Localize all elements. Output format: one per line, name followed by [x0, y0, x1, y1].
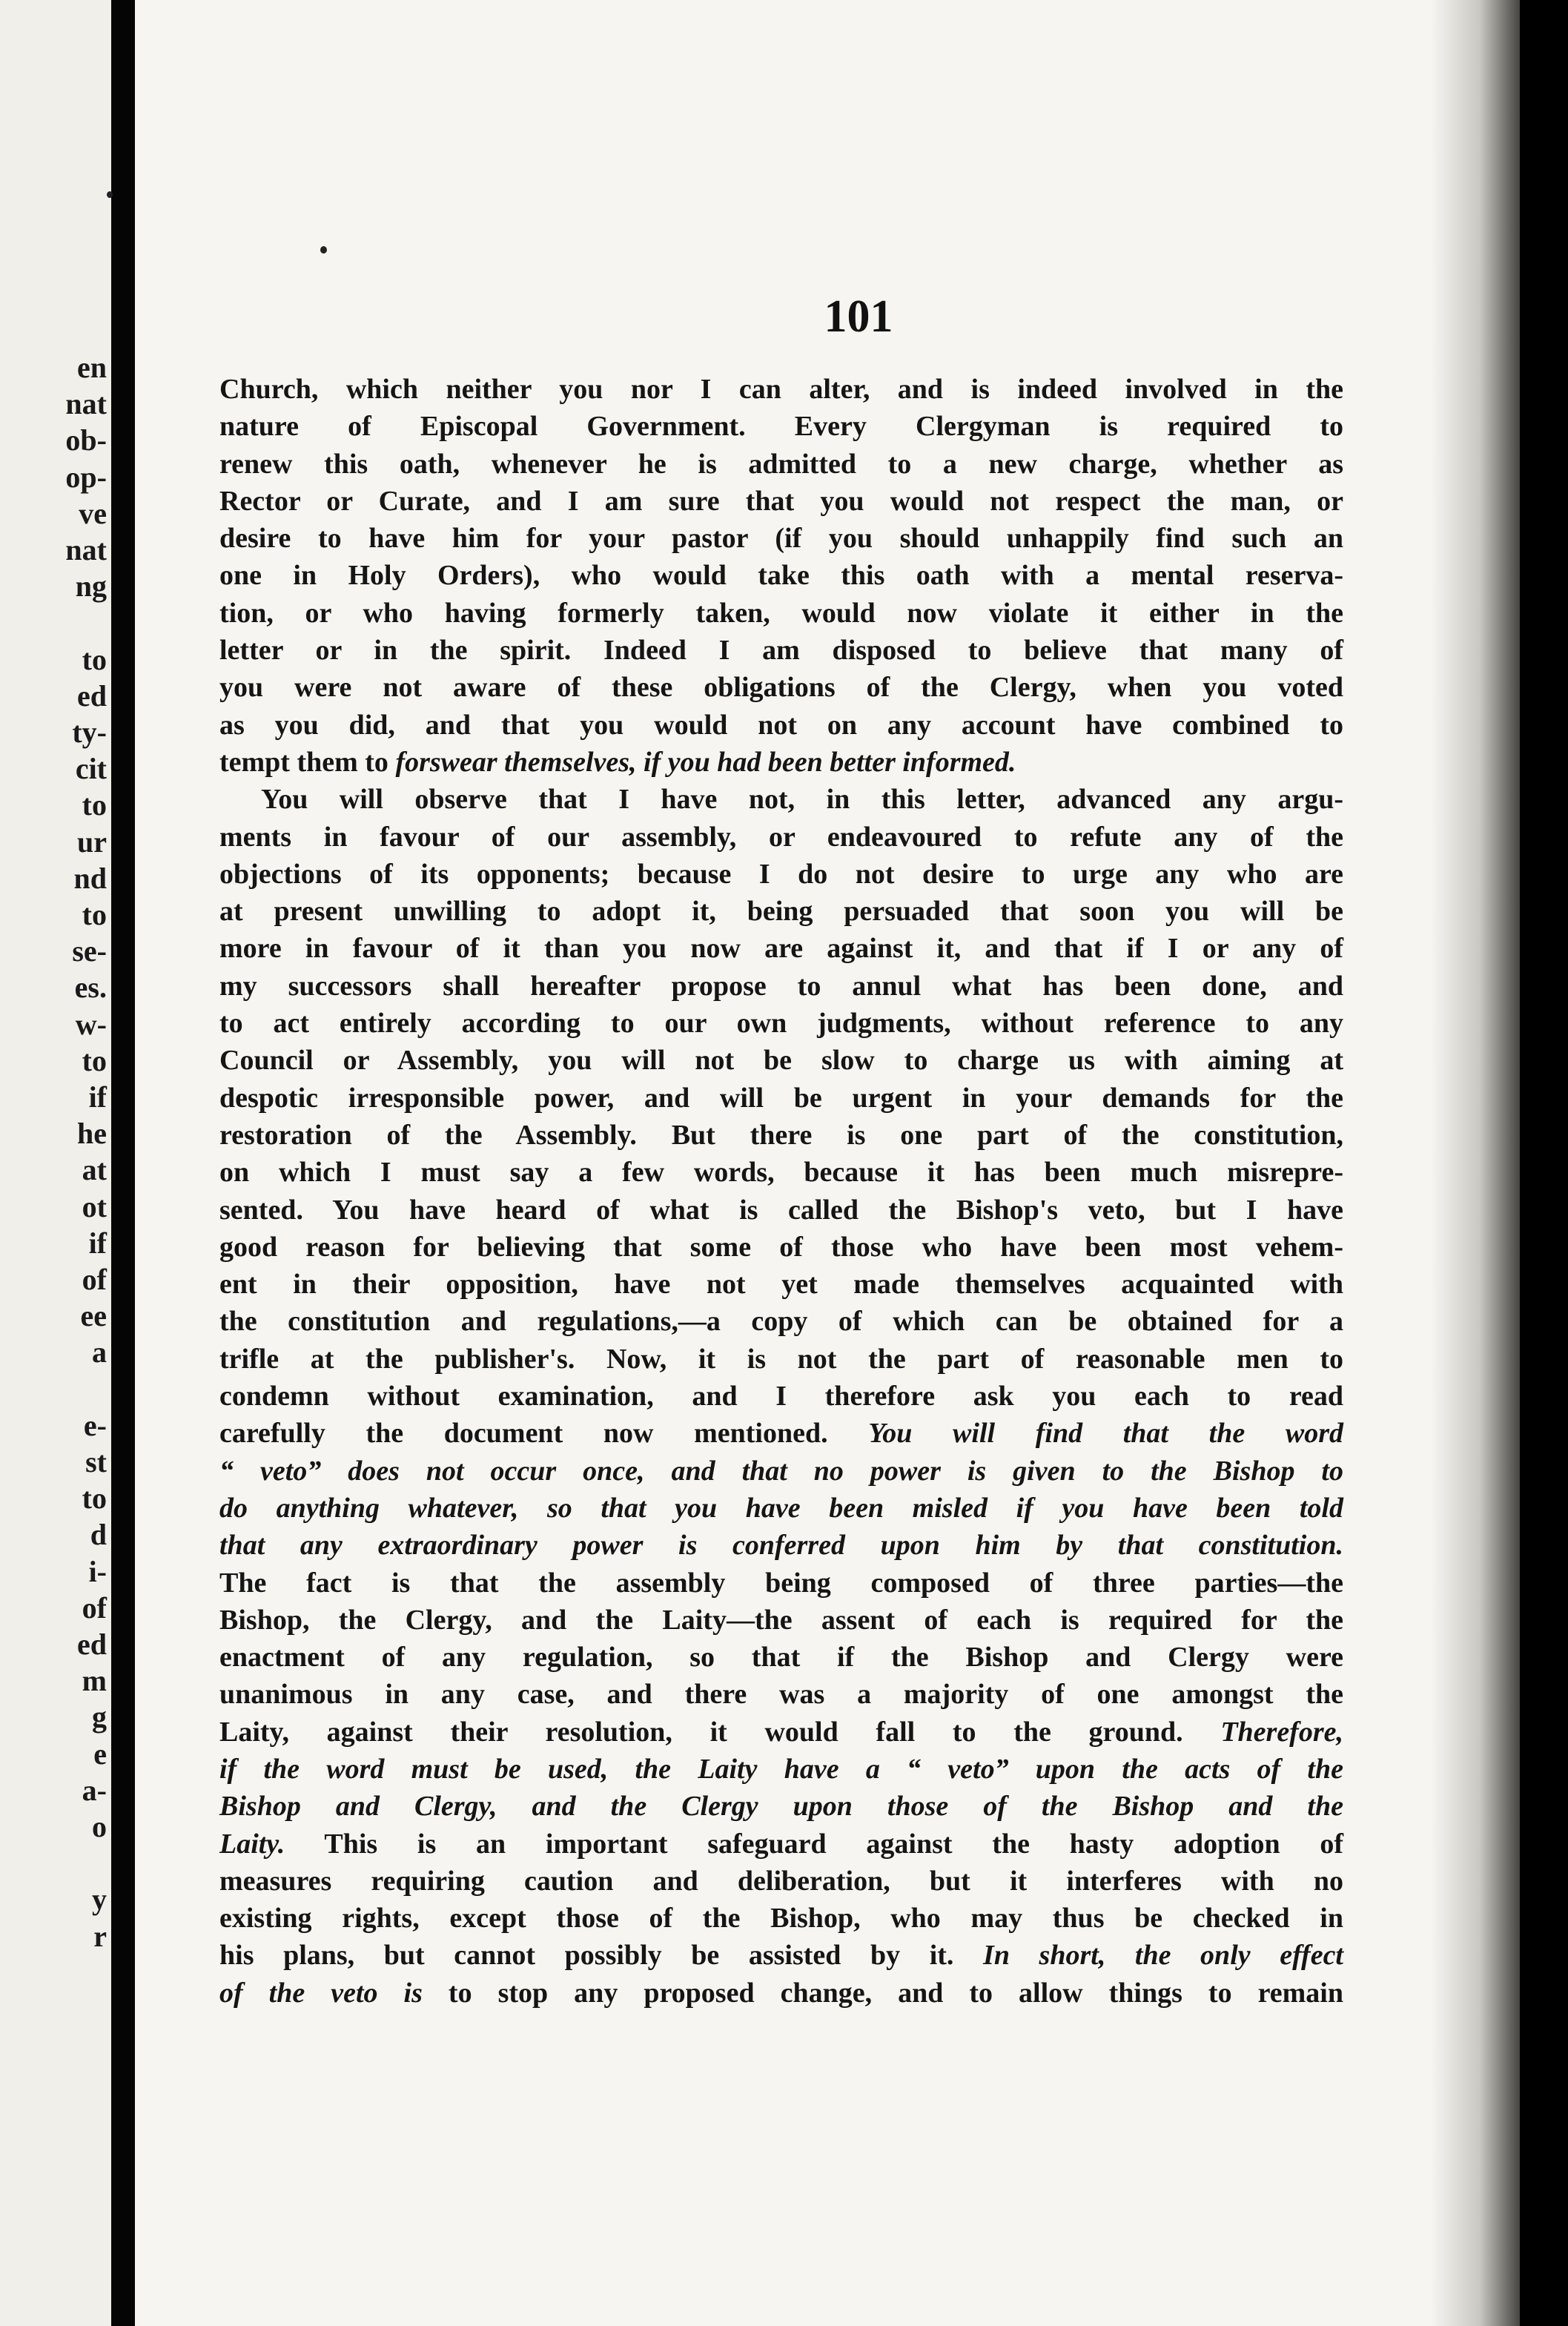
text-run: my successors shall hereafter propose to annul what has been done, and: [219, 970, 1343, 1002]
text-run: to stop any proposed change, and to allow things to remain: [422, 1977, 1343, 2009]
text-line: [219, 1378, 1343, 1415]
facing-page-fragment: o: [92, 1810, 107, 1843]
text-run: to act entirely according to our own judgments, without reference to any: [219, 1008, 1343, 1040]
facing-page-fragment: ur: [77, 825, 107, 859]
text-line: [219, 893, 1343, 930]
text-run: more in favour of it than you now are against it, and that if I or any of: [219, 933, 1343, 965]
italic-run: Bishop and Clergy, and the Clergy upon those of the Bishop and the: [219, 1791, 1343, 1823]
text-run: at present unwilling to adopt it, being persuaded that soon you will be: [219, 896, 1343, 928]
text-run: nature of Episcopal Government. Every Clergyman is required to: [219, 411, 1343, 443]
text-line: [219, 1080, 1343, 1117]
text-line: [219, 1453, 1343, 1490]
text-run: Church, which neither you nor I can alter, and is indeed involved in the: [219, 374, 1343, 405]
facing-page-fragment: en: [77, 351, 107, 384]
facing-page-fragment: of: [82, 1590, 107, 1625]
text-line: [219, 1303, 1343, 1340]
text-run: tion, or who having formerly taken, would now violate it either in the: [219, 597, 1343, 629]
text-line: [219, 744, 1343, 781]
text-run: ent in their opposition, have not yet made themselves acquainted with: [219, 1269, 1343, 1301]
text-run: condemn without examination, and I therefore ask you each to read: [219, 1381, 1343, 1413]
facing-page-fragment: to: [82, 1481, 107, 1516]
text-line: [219, 408, 1343, 445]
italic-run: Laity.: [219, 1828, 285, 1860]
text-run: on which I must say a few words, because it has been much misrepre-: [219, 1157, 1343, 1189]
facing-page-fragment: at: [82, 1153, 107, 1187]
text-run: Council or Assembly, you will not be slow to charge us with aiming at: [219, 1045, 1343, 1077]
text-line: [219, 1415, 1343, 1452]
text-run: tempt them to: [219, 746, 396, 778]
facing-page-fragment: if: [88, 1080, 107, 1114]
text-line: [219, 1117, 1343, 1154]
text-line: [219, 1863, 1343, 1900]
text-line: [219, 1527, 1343, 1564]
italic-run: forswear themselves, if you had been better informed.: [395, 746, 1016, 778]
page-number: 101: [824, 291, 893, 342]
facing-page-fragment: nat: [65, 533, 107, 566]
text-line: [219, 856, 1343, 893]
text-run: Laity, against their resolution, it would fall to the ground.: [219, 1716, 1221, 1748]
facing-page-fragment: m: [82, 1664, 107, 1698]
facing-page-fragment: e: [93, 1737, 107, 1771]
text-line: [219, 1639, 1343, 1676]
facing-page-fragment: ot: [82, 1189, 107, 1223]
text-run: carefully the document now mentioned.: [219, 1418, 869, 1450]
text-run: good reason for believing that some of those who have been most vehem-: [219, 1231, 1343, 1263]
facing-page-fragment: he: [77, 1117, 107, 1151]
text-run: as you did, and that you would not on any account have combined to: [219, 709, 1343, 741]
text-line: [219, 1266, 1343, 1303]
facing-page-fragment: ng: [75, 569, 107, 604]
facing-page-fragment: ed: [77, 678, 107, 713]
text-run: trifle at the publisher's. Now, it is not the part of reasonable men to: [219, 1343, 1343, 1375]
text-line: [219, 819, 1343, 856]
text-line: [219, 1490, 1343, 1527]
text-line: [219, 1676, 1343, 1713]
text-line: [219, 1788, 1343, 1825]
text-line: [219, 446, 1343, 483]
text-run: You will observe that I have not, in this letter, advanced any argu-: [261, 784, 1343, 816]
text-run: renew this oath, whenever he is admitted to a new charge, whether as: [219, 448, 1343, 480]
ink-speck: [320, 246, 327, 254]
text-line: [219, 1154, 1343, 1191]
italic-run: do anything whatever, so that you have been misled if you have been told: [219, 1492, 1343, 1524]
italic-run: You will find that the word: [868, 1418, 1343, 1450]
text-run: his plans, but cannot possibly be assisted by it.: [219, 1940, 984, 1972]
italic-run: In short, the only effect: [983, 1940, 1343, 1972]
ink-speck: [107, 191, 113, 198]
text-run: the constitution and regulations,—a copy of which can be obtained for a: [219, 1306, 1343, 1338]
facing-page-fragment: ob-: [65, 423, 107, 457]
text-line: [219, 520, 1343, 557]
text-run: unanimous in any case, and there was a majority of one amongst the: [219, 1679, 1343, 1711]
text-line: [219, 1602, 1343, 1639]
text-line: [219, 1751, 1343, 1788]
facing-page-fragment: es.: [74, 971, 107, 1005]
italic-run: Therefore,: [1220, 1716, 1343, 1748]
facing-page-fragment: if: [88, 1226, 107, 1260]
facing-page-fragment: r: [93, 1919, 107, 1953]
text-run: desire to have him for your pastor (if you should unhappily find such an: [219, 523, 1343, 555]
facing-page-fragment: w-: [75, 1007, 107, 1041]
text-line: [219, 1192, 1343, 1229]
text-run: enactment of any regulation, so that if the Bishop and Clergy were: [219, 1642, 1343, 1674]
facing-page-fragment: ty-: [72, 716, 107, 749]
facing-page-fragment: st: [85, 1445, 107, 1478]
text-line: [219, 1565, 1343, 1602]
facing-page-fragment: nd: [73, 861, 107, 895]
italic-run: if the word must be used, the Laity have a “ veto” upon the acts of the: [219, 1753, 1343, 1785]
text-run: you were not aware of these obligations of the Clergy, when you voted: [219, 672, 1343, 704]
text-line: [219, 781, 1343, 818]
text-line: [219, 632, 1343, 669]
text-line: [219, 1714, 1343, 1751]
text-line: [219, 1341, 1343, 1378]
text-run: Bishop, the Clergy, and the Laity—the assent of each is required for the: [219, 1604, 1343, 1636]
facing-page-fragment: e-: [83, 1408, 107, 1442]
text-line: [219, 557, 1343, 594]
text-run: sented. You have heard of what is called the Bishop's veto, but I have: [219, 1194, 1343, 1226]
text-run: The fact is that the assembly being composed of three parties—the: [219, 1567, 1343, 1599]
text-run: restoration of the Assembly. But there is one part of the constitution,: [219, 1119, 1343, 1151]
facing-page-edge: [0, 0, 111, 2326]
facing-page-fragment: op-: [65, 460, 107, 494]
text-line: [219, 1975, 1343, 2012]
text-run: measures requiring caution and deliberation, but it interferes with no: [219, 1865, 1343, 1897]
facing-page-fragment: to: [82, 642, 107, 676]
facing-page-fragment: nat: [65, 387, 107, 421]
facing-page-fragment: ee: [80, 1299, 107, 1333]
text-line: [219, 707, 1343, 744]
italic-run: “ veto” does not occur once, and that no power is given to the Bishop to: [219, 1455, 1343, 1487]
book-page: [135, 0, 1520, 2326]
italic-run: of the veto is: [219, 1977, 423, 2009]
facing-page-fragment: to: [82, 898, 107, 931]
facing-page-fragment: a-: [82, 1773, 107, 1807]
text-line: [219, 595, 1343, 632]
facing-page-fragment: to: [82, 1043, 107, 1077]
text-run: This is an important safeguard against the hasty adoption of: [285, 1828, 1343, 1860]
text-line: [219, 1005, 1343, 1042]
text-line: [219, 968, 1343, 1005]
text-run: letter or in the spirit. Indeed I am disposed to believe that many of: [219, 635, 1343, 667]
scan-border: [1520, 0, 1568, 2326]
text-line: [219, 1229, 1343, 1266]
text-line: [219, 371, 1343, 408]
facing-page-fragment: d: [90, 1518, 107, 1552]
page-edge-shadow: [1431, 0, 1520, 2326]
facing-page-fragment: i-: [88, 1554, 107, 1588]
facing-page-fragment: ed: [77, 1628, 107, 1661]
facing-page-fragment: cit: [75, 752, 107, 786]
text-line: [219, 483, 1343, 520]
text-run: objections of its opponents; because I do not desire to urge any who are: [219, 858, 1343, 890]
text-run: Rector or Curate, and I am sure that you would not respect the man, or: [219, 485, 1343, 517]
text-run: one in Holy Orders), who would take this oath with a mental reserva-: [219, 560, 1343, 592]
facing-page-fragment: g: [92, 1700, 107, 1734]
text-run: despotic irresponsible power, and will be urgent in your demands for the: [219, 1082, 1343, 1114]
text-run: existing rights, except those of the Bishop, who may thus be checked in: [219, 1903, 1343, 1935]
text-run: ments in favour of our assembly, or endeavoured to refute any of the: [219, 821, 1343, 853]
facing-page-fragment: y: [92, 1883, 107, 1917]
text-line: [219, 930, 1343, 967]
text-line: [219, 669, 1343, 706]
facing-page-fragment: of: [82, 1263, 107, 1296]
facing-page-fragment: to: [82, 788, 107, 822]
text-line: [219, 1900, 1343, 1937]
book-gutter: [111, 0, 135, 2326]
text-line: [219, 1937, 1343, 1974]
page-body-text: [219, 371, 1343, 2012]
text-line: [219, 1042, 1343, 1079]
italic-run: that any extraordinary power is conferred upon him by that constitution.: [219, 1530, 1343, 1562]
facing-page-fragment: se-: [72, 934, 107, 968]
facing-page-fragment: a: [92, 1335, 107, 1370]
text-line: [219, 1826, 1343, 1863]
facing-page-fragment: ve: [79, 496, 107, 530]
